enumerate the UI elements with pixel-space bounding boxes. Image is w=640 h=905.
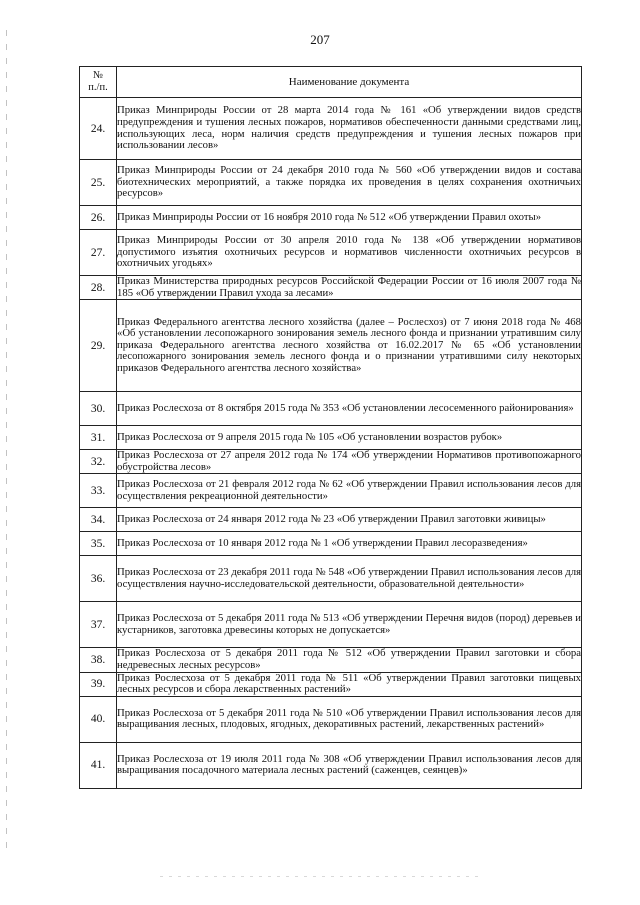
table-row <box>80 450 582 474</box>
row-document-title: Приказ Рослесхоза от 5 декабря 2011 года № 510 «Об утверждении Правил использования лесов для выращивания лесных, плодовых, ягодных, декоративных растений, лекарственных растений» <box>117 696 582 742</box>
row-document-title: Приказ Рослесхоза от 24 января 2012 года № 23 «Об утверждении Правил заготовки живицы» <box>117 508 582 532</box>
row-number: 25. <box>80 160 117 206</box>
header-document-name: Наименование документа <box>117 67 582 98</box>
row-document-title: Приказ Федерального агентства лесного хозяйства (далее – Рослесхоз) от 7 июня 2018 года № 468 «Об установлении лесопожарного зонирования земель лесного фонда и признании утратившим силу приказа Федерального агентства лесного хозяйства от 16.02.2017 № 65 «Об установлении лесопожарного зонирования земель лесного фонда и о признании утратившими силу некоторых приказов Федерального агентства лесного хозяйства» <box>117 300 582 392</box>
row-number: 27. <box>80 230 117 276</box>
table-row <box>80 672 582 696</box>
row-document-title: Приказ Рослесхоза от 5 декабря 2011 года № 512 «Об утверждении Правил заготовки и сбора недревесных лесных ресурсов» <box>117 647 581 671</box>
row-document-title: Приказ Рослесхоза от 23 декабря 2011 года № 548 «Об утверждении Правил использования лесов для осуществления научно-исследовательской деятельности, образовательной деятельности» <box>117 556 582 602</box>
row-number: 32. <box>80 450 117 474</box>
table-row <box>80 206 582 230</box>
row-number: 41. <box>80 742 117 788</box>
table-row <box>80 532 582 556</box>
table-row <box>80 230 582 276</box>
row-document-title: Приказ Рослесхоза от 21 февраля 2012 года № 62 «Об утверждении Правил использования лесов для осуществления рекреационной деятельности» <box>117 474 582 508</box>
row-document-title: Приказ Рослесхоза от 27 апреля 2012 года № 174 «Об утверждении Нормативов противопожарного обустройства лесов» <box>117 449 581 473</box>
table-row <box>80 556 582 602</box>
row-document-title: Приказ Минприроды России от 30 апреля 2010 года № 138 «Об утверждении нормативов допустимого изъятия охотничьих ресурсов и нормативов численности охотничьих ресурсов в охотничьих угодьях» <box>117 230 582 276</box>
row-number: 40. <box>80 696 117 742</box>
table-header-row <box>80 67 582 98</box>
row-number: 31. <box>80 426 117 450</box>
table-row <box>80 508 582 532</box>
header-number-sign: № <box>92 70 104 81</box>
page-number: 207 <box>310 32 330 47</box>
scan-footer-mark <box>160 876 480 877</box>
table-row <box>80 602 582 648</box>
table-row <box>80 276 582 300</box>
table-row <box>80 474 582 508</box>
row-document-title: Приказ Минприроды России от 24 декабря 2010 года № 560 «Об утверждении видов и состава биотехнических мероприятий, а также порядка их проведения в целях сохранения охотничьих ресурсов» <box>117 160 582 206</box>
table-row <box>80 160 582 206</box>
row-number: 35. <box>80 532 117 556</box>
row-number: 24. <box>80 98 117 160</box>
row-document-title: Приказ Минприроды России от 28 марта 2014 года № 161 «Об утверждении видов средств предупреждения и тушения лесных пожаров, нормативов обеспеченности данными средствами лиц, использующих леса, норм наличия средств предупреждения и тушения лесных пожаров при использовании лесов» <box>117 98 582 160</box>
row-number: 39. <box>80 672 117 696</box>
row-document-title: Приказ Министерства природных ресурсов Российской Федерации России от 16 июля 2007 года № 185 «Об утверждении Правил ухода за лесами» <box>117 275 581 299</box>
row-number: 30. <box>80 392 117 426</box>
table-row <box>80 742 582 788</box>
row-number: 34. <box>80 508 117 532</box>
table-row <box>80 300 582 392</box>
row-document-title: Приказ Рослесхоза от 5 декабря 2011 года № 513 «Об утверждении Перечня видов (пород) деревьев и кустарников, заготовка древесины которых не допускается» <box>117 602 582 648</box>
row-document-title: Приказ Рослесхоза от 19 июля 2011 года № 308 «Об утверждении Правил использования лесов для выращивания посадочного материала лесных растений (саженцев, сеянцев)» <box>117 742 582 788</box>
row-number: 38. <box>80 648 117 672</box>
row-document-title: Приказ Минприроды России от 16 ноября 2010 года № 512 «Об утверждении Правил охоты» <box>117 206 582 230</box>
table-row <box>80 426 582 450</box>
scan-edge-mark <box>6 30 7 850</box>
row-number: 37. <box>80 602 117 648</box>
row-document-title: Приказ Рослесхоза от 9 апреля 2015 года № 105 «Об установлении возрастов рубок» <box>117 426 582 450</box>
row-document-title: Приказ Рослесхоза от 10 января 2012 года № 1 «Об утверждении Правил лесоразведения» <box>117 532 582 556</box>
documents-table <box>79 66 582 789</box>
header-number <box>80 67 117 98</box>
table-row <box>80 98 582 160</box>
row-number: 26. <box>80 206 117 230</box>
table-row <box>80 696 582 742</box>
table-body <box>80 98 582 789</box>
row-document-title: Приказ Рослесхоза от 8 октября 2015 года № 353 «Об установлении лесосеменного районирования» <box>117 392 582 426</box>
row-number: 33. <box>80 474 117 508</box>
row-number: 28. <box>80 276 117 300</box>
table-row <box>80 392 582 426</box>
row-document-title: Приказ Рослесхоза от 5 декабря 2011 года № 511 «Об утверждении Правил заготовки пищевых лесных ресурсов и сбора лекарственных растений» <box>117 671 581 696</box>
table-row <box>80 648 582 672</box>
row-number: 29. <box>80 300 117 392</box>
header-number-abbr: п./п. <box>88 82 108 93</box>
row-number: 36. <box>80 556 117 602</box>
